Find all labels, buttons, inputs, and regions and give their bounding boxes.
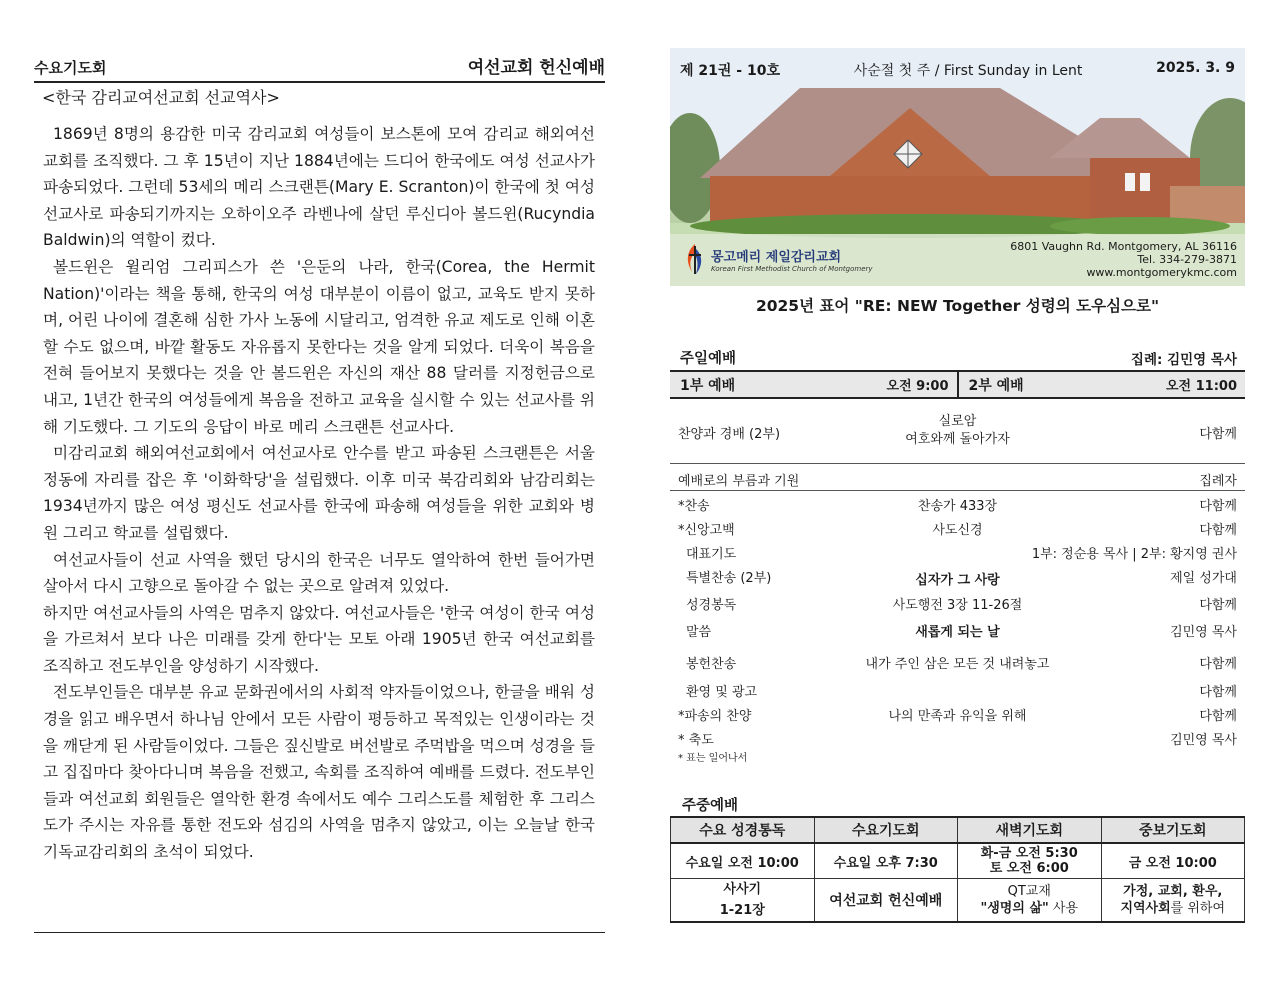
order-by: 제일 성가대 — [1170, 571, 1237, 586]
order-by: 다함께 — [1199, 598, 1237, 613]
cross-flame-icon — [682, 242, 708, 276]
table-cell — [671, 879, 815, 923]
sunday-title: 주일예배 — [680, 351, 737, 367]
intercession-community: 지역사회 — [1120, 901, 1171, 916]
qt-use: 사용 — [1048, 901, 1079, 916]
order-label: 성경봉독 — [686, 598, 737, 613]
table-row — [671, 843, 1245, 879]
left-bottom-rule — [34, 932, 605, 933]
table-cell — [958, 879, 1102, 923]
article-body — [34, 121, 605, 866]
first-service-label: 1부 예배 — [680, 377, 736, 394]
order-row — [670, 515, 1245, 539]
paragraph: 여선교사들이 선교 사역을 했던 당시의 한국은 너무도 열악하여 한번 들어가면 살아서 다시 고향으로 돌아갈 수 없는 곳으로 알려져 있었다. — [43, 550, 595, 596]
order-by: 김민영 목사 — [1170, 625, 1237, 640]
order-row — [670, 539, 1245, 563]
left-header — [34, 52, 605, 83]
reading-book: 사사기 — [723, 882, 762, 897]
order-row — [670, 701, 1245, 725]
year-motto: 2025년 표어 "RE: NEW Together 성령의 도우심으로" — [755, 297, 1160, 315]
church-name-korean: 몽고메리 제일감리교회 — [711, 249, 842, 265]
dawn-weekday-time: 화-금 오전 5:30 — [980, 846, 1078, 861]
bulletin-volume: 제 21권 - 10호 — [680, 63, 780, 79]
table-header: 수요 성경통독 — [671, 817, 815, 843]
church-name-english: Korean First Methodist Church of Montgomery — [711, 264, 873, 273]
order-row — [670, 491, 1245, 515]
church-address: 6801 Vaughn Rd. Montgomery, AL 36116 — [1010, 240, 1237, 253]
order-by: 집례자 — [1199, 474, 1237, 489]
second-service — [959, 375, 1246, 395]
left-header-title: 수요기도회 — [34, 59, 107, 77]
order-label: 환영 및 광고 — [686, 685, 758, 700]
church-contact — [1010, 240, 1237, 279]
table-header: 수요기도회 — [814, 817, 958, 843]
table-cell — [1101, 879, 1245, 923]
order-row — [670, 725, 1245, 749]
order-label: 대표기도 — [686, 547, 737, 562]
order-row-praise — [670, 411, 1245, 463]
order-label: *찬송 — [678, 499, 710, 514]
order-by: 다함께 — [1199, 657, 1237, 672]
table-cell: 여선교회 헌신예배 — [814, 879, 958, 923]
second-service-label: 2부 예배 — [968, 377, 1024, 394]
paragraph: 볼드윈은 윌리엄 그리피스가 쓴 '은둔의 나라, 한국(Corea, the Hermit Nation)'이라는 책을 통해, 한국의 여성 대부분이 이름이 없고, 교육도 받지 못하며, 어린 나이에 결혼해 심한 가사 노동에 시달리고, 엄격한 유교 제도로 인해 이혼할 수도 없으며, 바깥 활동도 자유롭지 못한다는 것을 알게 되었다. 더욱이 복음을 전혀 들어보지 못했다는 것을 안 볼드윈은 자신의 재산 88 달러를 지정헌금으로 내고, 1년간 한국의 여성들에게 복음을 전하고 교육을 실시할 수 있는 선교사를 위해 기도했다. 그 기도의 응답이 바로 메리 스크랜튼 선교사다. — [43, 257, 596, 436]
order-row — [670, 466, 1245, 490]
table-header: 새벽기도회 — [958, 817, 1102, 843]
order-by: 다함께 — [1199, 499, 1237, 514]
order-by: 김민영 목사 — [1170, 733, 1237, 748]
paragraph: 미감리교회 해외여선교회에서 여선교사로 안수를 받고 파송된 스크랜튼은 서울 정동에 자리를 잡은 후 '이화학당'을 설립했다. 이후 미국 북감리회와 남감리회는 1934년까지 많은 여성 평신도 선교사를 한국에 파송해 여성들을 위한 교회와 병원 그리고 학교를 설립했다. — [43, 444, 595, 542]
order-content: 찬송가 433장 — [917, 499, 998, 514]
divider — [670, 463, 1245, 464]
order-label: 찬양과 경배 (2부) — [678, 427, 781, 442]
table-cell: 금 오전 10:00 — [1101, 843, 1245, 879]
order-label: 예배로의 부름과 기원 — [678, 474, 800, 489]
order-by: 다함께 — [1199, 523, 1237, 538]
order-label: * 축도 — [678, 733, 714, 748]
bulletin-date: 2025. 3. 9 — [1156, 60, 1235, 76]
table-cell — [958, 843, 1102, 879]
right-page — [670, 48, 1245, 923]
order-of-worship — [670, 411, 1245, 764]
order-row — [670, 563, 1245, 590]
intercession-targets: 가정, 교회, 환우, — [1123, 884, 1223, 899]
article-title: <한국 감리교여선교회 선교역사> — [42, 88, 280, 107]
first-service — [670, 375, 957, 395]
order-label: 특별찬송 (2부) — [686, 571, 772, 586]
order-row — [670, 649, 1245, 677]
sunday-leader: 집례: 김민영 목사 — [1130, 352, 1237, 368]
left-page — [34, 52, 605, 866]
church-logo — [682, 242, 873, 276]
table-header-row — [671, 817, 1245, 843]
order-content: 내가 주인 삼은 모든 것 내려놓고 — [865, 657, 1050, 672]
church-website[interactable]: www.montgomerykmc.com — [1086, 266, 1237, 279]
church-banner — [670, 48, 1245, 286]
bulletin-info-bar — [680, 60, 1235, 80]
weekday-services-table — [670, 816, 1245, 923]
praise-song-1: 실로암 — [938, 414, 977, 429]
order-by: 1부: 정순용 목사 | 2부: 황지영 권사 — [1031, 547, 1237, 562]
order-label: 말씀 — [686, 625, 712, 640]
order-content: 십자가 그 사랑 — [915, 573, 1000, 588]
order-content: 새롭게 되는 날 — [915, 625, 1000, 640]
left-header-subtitle: 여선교회 헌신예배 — [467, 58, 605, 78]
qt-label: QT교재 — [1007, 884, 1051, 899]
paragraph: 하지만 여선교사들의 사역은 멈추지 않았다. 여선교사들은 '한국 여성이 한국 여성을 가르쳐서 보다 나은 미래를 갖게 한다'는 모토 아래 1905년 한국 여선교회를 조직하고 전도부인을 양성하기 시작했다. — [43, 603, 595, 675]
weekday-title: 주중예배 — [682, 798, 739, 814]
qt-book: "생명의 삶" — [980, 901, 1049, 916]
order-by: 다함께 — [1199, 709, 1237, 724]
table-header: 중보기도회 — [1101, 817, 1245, 843]
first-service-time: 오전 9:00 — [886, 378, 949, 394]
paragraph: 1869년 8명의 용감한 미국 감리교회 여성들이 보스톤에 모여 감리교 해외여선교회를 조직했다. 그 후 15년이 지난 1884년에는 드디어 한국에도 여성 선교사가 파송되었다. 그런데 53세의 메리 스크랜튼(Mary E. Scranton)이 한국에 첫 여성 선교사로 파송되기까지는 오하이오주 라벤나에 살던 루신디아 볼드윈(Rucyndia Baldwin)의 역할이 컸다. — [43, 125, 595, 250]
order-row — [670, 590, 1245, 617]
second-service-time: 오전 11:00 — [1165, 378, 1237, 394]
table-row — [671, 879, 1245, 923]
reading-chapters: 1-21장 — [719, 903, 765, 918]
order-row — [670, 617, 1245, 649]
order-content: 사도행전 3장 11-26절 — [892, 598, 1023, 613]
order-content: 나의 만족과 유익을 위해 — [888, 709, 1027, 724]
dawn-saturday-time: 토 오전 6:00 — [989, 861, 1069, 876]
order-label: *신앙고백 — [678, 523, 735, 538]
table-cell: 수요일 오전 10:00 — [671, 843, 815, 879]
church-tel: Tel. 334-279-3871 — [1137, 253, 1237, 266]
service-times-bar — [670, 372, 1245, 399]
order-content — [780, 413, 1135, 449]
standing-note: * 표는 일어나서 — [678, 753, 748, 764]
order-label: *파송의 찬양 — [678, 709, 752, 724]
order-by: 다함께 — [1199, 685, 1237, 700]
order-content: 사도신경 — [932, 523, 983, 538]
intercession-suffix: 를 위하여 — [1170, 901, 1226, 916]
order-label: 봉헌찬송 — [686, 657, 737, 672]
order-row — [670, 677, 1245, 701]
liturgical-season: 사순절 첫 주 / First Sunday in Lent — [853, 63, 1083, 79]
order-by: 다함께 — [1199, 427, 1237, 442]
praise-song-2: 여호와께 돌아가자 — [905, 432, 1010, 447]
table-cell: 수요일 오후 7:30 — [814, 843, 958, 879]
paragraph: 전도부인들은 대부분 유교 문화권에서의 사회적 약자들이었으나, 한글을 배워 성경을 읽고 배우면서 하나님 안에서 모든 사람이 평등하고 목적있는 인생이라는 것을 깨닫게 된 사람들이었다. 그들은 짚신발로 버선발로 주먹밥을 먹으며 성경을 들고 집집마다 찾아다니며 복음을 전했고, 속회를 조직하여 예배를 드렸다. 전도부인들과 여선교회 회원들은 열악한 환경 속에서도 예수 그리스도를 체험한 후 그리스도가 주시는 자유를 통한 전도와 섬김의 사역을 멈추지 않았고, 이는 오늘날 한국 기독교감리회의 초석이 되었다. — [43, 683, 595, 862]
sunday-header — [670, 348, 1245, 372]
